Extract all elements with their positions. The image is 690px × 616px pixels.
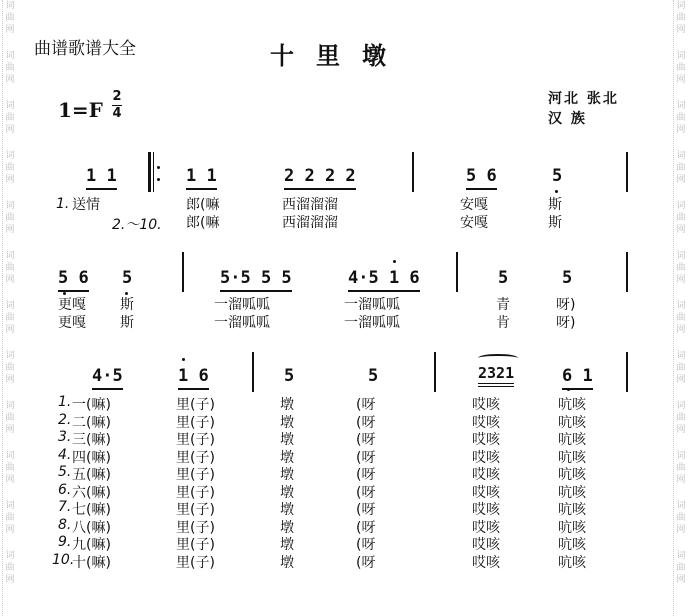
s1-l2-num: 2.～10. (112, 217, 162, 233)
verse-aihai: 哎咳 (472, 432, 500, 448)
verse-li: 里(子) (176, 432, 215, 448)
s2-l2-w5: 肯 (496, 315, 510, 331)
watermark-gap (3, 286, 17, 300)
barline (182, 252, 184, 292)
verse-li: 里(子) (176, 397, 215, 413)
verse-count: 六(嘛) (72, 484, 111, 501)
verse-ya: (呀 (356, 432, 376, 448)
verse-aihai: 哎咳 (472, 537, 500, 553)
watermark-gap (3, 436, 17, 450)
verse-aihai: 哎咳 (472, 414, 500, 431)
watermark-char: 曲 (676, 213, 686, 223)
verse-kenghai: 吭咳 (558, 502, 586, 518)
watermark-char: 词 (676, 401, 686, 411)
watermark-char: 词 (5, 451, 15, 461)
verse-li: 里(子) (176, 502, 215, 518)
verse-ya: (呀 (356, 467, 376, 483)
s2-l1-w5: 青 (496, 297, 510, 313)
high-octave-dot (182, 358, 185, 361)
watermark-char: 网 (676, 225, 686, 235)
watermark-gap (674, 386, 688, 400)
s1-note-4: 5 6 (466, 166, 497, 190)
verse-number: 6. (58, 481, 72, 498)
verse-kenghai: 吭咳 (558, 414, 586, 431)
watermark-char: 词 (5, 201, 15, 211)
verse-number: 9. (58, 534, 72, 550)
verse-ya: (呀 (356, 414, 376, 431)
watermark-char: 词 (676, 151, 686, 161)
s1-l1-w1: 送情 (72, 197, 100, 213)
verse-dun: 墩 (280, 484, 294, 501)
s2-l2-w6: 呀) (556, 315, 576, 331)
verse-ya: (呀 (356, 449, 376, 466)
verse-number: 4. (58, 446, 72, 463)
verse-number: 1. (58, 394, 72, 410)
verse-kenghai: 吭咳 (558, 467, 586, 483)
verse-kenghai: 吭咳 (558, 554, 586, 571)
verse-number: 10. (52, 551, 75, 568)
verse-count: 七(嘛) (72, 502, 111, 518)
watermark-char: 曲 (676, 163, 686, 173)
verse-ya: (呀 (356, 537, 376, 553)
watermark-char: 曲 (5, 563, 15, 573)
s2-l2-w2: 斯 (120, 315, 134, 331)
watermark-gap (674, 36, 688, 50)
watermark-right (673, 0, 688, 616)
watermark-char: 曲 (5, 13, 15, 23)
watermark-char: 网 (676, 475, 686, 485)
watermark-char: 词 (5, 1, 15, 11)
verse-kenghai: 吭咳 (558, 484, 586, 501)
watermark-char: 网 (676, 525, 686, 535)
watermark-gap (3, 86, 17, 100)
watermark-char: 网 (5, 425, 15, 435)
watermark-char: 曲 (676, 413, 686, 423)
barline (456, 252, 458, 292)
watermark-gap (674, 286, 688, 300)
watermark-gap (3, 336, 17, 350)
watermark-gap (3, 486, 17, 500)
watermark-char: 词 (676, 501, 686, 511)
watermark-char: 词 (676, 301, 686, 311)
verse-li: 里(子) (176, 414, 215, 431)
watermark-char: 网 (5, 325, 15, 335)
verse-dun: 墩 (280, 502, 294, 518)
verse-ya: (呀 (356, 502, 376, 518)
verse-dun: 墩 (280, 432, 294, 448)
verse-kenghai: 吭咳 (558, 432, 586, 448)
verse-kenghai: 吭咳 (558, 449, 586, 466)
site-name: 曲谱歌谱大全 (34, 39, 136, 59)
watermark-char: 词 (5, 551, 15, 561)
watermark-gap (674, 536, 688, 550)
verse-aihai: 哎咳 (472, 397, 500, 413)
verse-li: 里(子) (176, 484, 215, 501)
watermark-char: 词 (5, 101, 15, 111)
verse-li: 里(子) (176, 467, 215, 483)
s1-l2-w3: 安嘎 (460, 215, 488, 231)
watermark-char: 曲 (676, 563, 686, 573)
verse-dun: 墩 (280, 449, 294, 466)
verse-li: 里(子) (176, 554, 215, 571)
s1-l1-w3: 西溜溜溜 (282, 197, 338, 213)
watermark-char: 词 (676, 201, 686, 211)
watermark-char: 词 (5, 151, 15, 161)
s2-l2-w4: 一溜呱呱 (344, 315, 400, 331)
watermark-char: 曲 (676, 513, 686, 523)
verse-count: 三(嘛) (72, 432, 111, 448)
verse-number: 7. (58, 499, 72, 515)
s2-note-2: 5 (122, 268, 133, 288)
time-signature (112, 90, 122, 121)
watermark-char: 网 (5, 275, 15, 285)
barline (412, 152, 414, 192)
barline (434, 352, 436, 392)
watermark-char: 曲 (5, 363, 15, 373)
verse-li: 里(子) (176, 537, 215, 553)
watermark-char: 曲 (5, 513, 15, 523)
s1-note-2: 1 1 (186, 166, 217, 190)
verse-dun: 墩 (280, 519, 294, 536)
s1-l2-w4: 斯 (548, 215, 562, 231)
watermark-char: 词 (5, 401, 15, 411)
verse-ya: (呀 (356, 397, 376, 413)
s2-l1-w3: 一溜呱呱 (214, 297, 270, 313)
s2-note-6: 5 (562, 268, 573, 288)
s3-note-3: 5 (284, 366, 295, 386)
barline (252, 352, 254, 392)
watermark-gap (674, 436, 688, 450)
watermark-char: 词 (676, 251, 686, 261)
song-title: 十里墩 (270, 42, 408, 70)
watermark-gap (674, 486, 688, 500)
verse-aihai: 哎咳 (472, 502, 500, 518)
watermark-gap (674, 186, 688, 200)
watermark-char: 网 (5, 25, 15, 35)
verse-dun: 墩 (280, 537, 294, 553)
watermark-char: 词 (5, 501, 15, 511)
watermark-char: 曲 (5, 263, 15, 273)
verse-count: 四(嘛) (72, 449, 111, 466)
watermark-gap (3, 36, 17, 50)
verse-ya: (呀 (356, 519, 376, 536)
s1-l1-w5: 斯 (548, 197, 562, 213)
verse-kenghai: 吭咳 (558, 519, 586, 536)
watermark-char: 曲 (5, 113, 15, 123)
barline (626, 152, 628, 192)
watermark-char: 曲 (676, 263, 686, 273)
s2-note-1: 5 6 (58, 268, 89, 292)
s2-l1-w2: 斯 (120, 297, 134, 313)
slur (478, 354, 518, 362)
watermark-char: 网 (676, 75, 686, 85)
s2-l1-w4: 一溜呱呱 (344, 297, 400, 313)
s2-l1-w1: 更嘎 (58, 297, 86, 313)
watermark-char: 网 (676, 425, 686, 435)
s2-l2-w1: 更嘎 (58, 315, 86, 331)
verse-li: 里(子) (176, 449, 215, 466)
watermark-gap (3, 536, 17, 550)
verse-number: 8. (58, 516, 72, 533)
verse-dun: 墩 (280, 554, 294, 571)
watermark-char: 网 (676, 25, 686, 35)
watermark-gap (674, 236, 688, 250)
s1-l1-w4: 安嘎 (460, 197, 488, 213)
watermark-char: 曲 (5, 463, 15, 473)
watermark-char: 词 (676, 1, 686, 11)
watermark-char: 网 (5, 225, 15, 235)
key-signature: 1=F (58, 98, 103, 122)
watermark-char: 网 (5, 375, 15, 385)
watermark-gap (3, 586, 17, 600)
watermark-char: 网 (5, 525, 15, 535)
watermark-gap (3, 136, 17, 150)
watermark-char: 网 (5, 575, 15, 585)
watermark-char: 词 (5, 301, 15, 311)
verse-ya: (呀 (356, 484, 376, 501)
verse-aihai: 哎咳 (472, 554, 500, 571)
verse-dun: 墩 (280, 397, 294, 413)
watermark-char: 网 (676, 575, 686, 585)
s1-l1-w2: 郎(嘛 (186, 197, 220, 213)
repeat-bar-thin (153, 152, 154, 192)
watermark-char: 曲 (676, 463, 686, 473)
verse-count: 一(嘛) (72, 397, 111, 413)
watermark-gap (674, 86, 688, 100)
low-octave-dot (567, 388, 570, 391)
credit-ethnicity: 汉 族 (548, 111, 587, 127)
watermark-gap (674, 586, 688, 600)
repeat-dot-2 (157, 178, 160, 181)
verse-aihai: 哎咳 (472, 449, 500, 466)
watermark-char: 曲 (676, 63, 686, 73)
s3-note-1: 4·5 (92, 366, 123, 390)
watermark-gap (3, 236, 17, 250)
watermark-char: 网 (5, 175, 15, 185)
verse-count: 十(嘛) (72, 554, 111, 571)
watermark-char: 词 (5, 51, 15, 61)
watermark-char: 网 (676, 375, 686, 385)
watermark-char: 词 (676, 451, 686, 461)
s2-note-5: 5 (498, 268, 509, 288)
watermark-char: 词 (5, 351, 15, 361)
s1-note-3: 2 2 2 2 (284, 166, 356, 190)
watermark-char: 网 (5, 75, 15, 85)
watermark-char: 曲 (5, 313, 15, 323)
watermark-left (2, 0, 17, 616)
s1-l2-w2: 西溜溜溜 (282, 215, 338, 231)
s2-l1-w6: 呀) (556, 297, 576, 313)
repeat-bar-thick (148, 152, 151, 192)
credit-region: 河北 张北 (548, 91, 619, 107)
watermark-char: 曲 (5, 63, 15, 73)
watermark-char: 词 (676, 51, 686, 61)
time-bottom: 4 (112, 106, 122, 121)
verse-count: 二(嘛) (72, 414, 111, 431)
watermark-gap (3, 186, 17, 200)
time-top: 2 (112, 89, 122, 104)
s1-note-5: 5 (552, 166, 563, 186)
watermark-char: 曲 (676, 13, 686, 23)
watermark-char: 曲 (676, 313, 686, 323)
s3-note-4: 5 (368, 366, 379, 386)
high-octave-dot (393, 260, 396, 263)
s3-note-5: 2321 (478, 364, 514, 387)
s1-l1-num: 1. (56, 196, 70, 212)
watermark-char: 网 (5, 125, 15, 135)
verse-dun: 墩 (280, 467, 294, 483)
verse-dun: 墩 (280, 414, 294, 431)
watermark-char: 词 (5, 251, 15, 261)
watermark-char: 词 (676, 351, 686, 361)
watermark-char: 曲 (5, 413, 15, 423)
watermark-char: 网 (676, 125, 686, 135)
watermark-gap (3, 386, 17, 400)
watermark-char: 曲 (676, 363, 686, 373)
watermark-char: 网 (5, 475, 15, 485)
low-octave-dot (555, 190, 558, 193)
watermark-char: 曲 (676, 113, 686, 123)
s2-note-4: 4·5 1 6 (348, 268, 420, 292)
watermark-char: 曲 (5, 213, 15, 223)
watermark-char: 词 (676, 551, 686, 561)
verse-kenghai: 吭咳 (558, 397, 586, 413)
verse-count: 九(嘛) (72, 537, 111, 553)
verse-count: 八(嘛) (72, 519, 111, 536)
watermark-char: 网 (676, 275, 686, 285)
verse-count: 五(嘛) (72, 467, 111, 483)
watermark-char: 网 (676, 325, 686, 335)
verse-number: 2. (58, 411, 72, 428)
s1-note-1: 1 1 (86, 166, 117, 190)
verse-number: 5. (58, 464, 72, 480)
barline (626, 352, 628, 392)
verse-aihai: 哎咳 (472, 484, 500, 501)
watermark-gap (674, 136, 688, 150)
watermark-gap (674, 336, 688, 350)
s2-l2-w3: 一溜呱呱 (214, 315, 270, 331)
verse-li: 里(子) (176, 519, 215, 536)
s3-note-6: 6 1 (562, 366, 593, 390)
verse-kenghai: 吭咳 (558, 537, 586, 553)
s1-l2-w1: 郎(嘛 (186, 215, 220, 231)
verse-number: 3. (58, 429, 72, 445)
barline (626, 252, 628, 292)
watermark-char: 词 (676, 101, 686, 111)
s2-note-3: 5·5 5 5 (220, 268, 292, 292)
watermark-char: 曲 (5, 163, 15, 173)
s3-note-2: 1 6 (178, 366, 209, 390)
verse-aihai: 哎咳 (472, 519, 500, 536)
watermark-char: 网 (676, 175, 686, 185)
verse-ya: (呀 (356, 554, 376, 571)
verse-aihai: 哎咳 (472, 467, 500, 483)
repeat-dot-1 (157, 166, 160, 169)
